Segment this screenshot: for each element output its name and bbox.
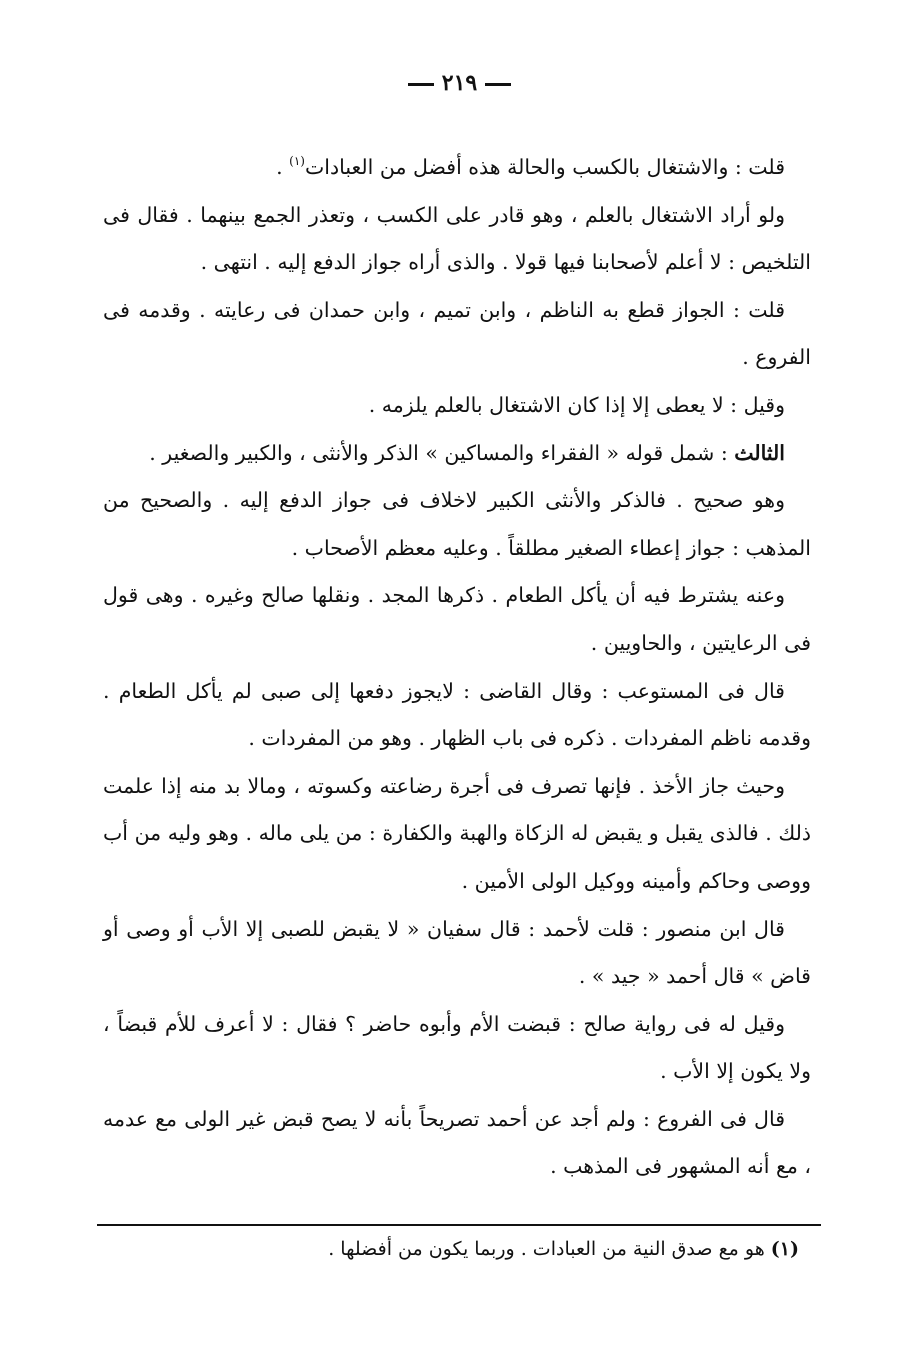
page-number-dash-left — [408, 83, 434, 86]
paragraph-1-tail: . — [276, 155, 290, 179]
paragraph-5-text: : شمل قوله « الفقراء والمساكين » الذكر والأنثى ، والكبير والصغير . — [149, 440, 735, 465]
paragraph-11: وقيل له فى رواية صالح : قبضت الأم وأبوه حاضر ؟ فقال : لا أعرف للأم قبضاً ، ولا يكون إلا الأب . — [103, 1011, 811, 1084]
paragraph-3: قلت : الجواز قطع به الناظم ، وابن تميم ، وابن حمدان فى رعايته . وقدمه فى الفروع . — [103, 297, 811, 370]
paragraph-9: وحيث جاز الأخذ . فإنها تصرف فى أجرة رضاعته وكسوته ، ومالا بد منه إذا علمت ذلك . فالذى يقبل و يقبض له الزكاة والهبة والكفارة : من يلى ماله . وهو وليه من أب ووصى وحاكم وأمينه ووكيل الولى الأمين . — [103, 773, 811, 893]
paragraph-2: ولو أراد الاشتغال بالعلم ، وهو قادر على الكسب ، وتعذر الجمع بينهما . فقال فى التلخيص : لا أعلم لأصحابنا فيها قولا . والذى أراه جواز الدفع إليه . انتهى . — [103, 202, 811, 275]
paragraph-8: قال فى المستوعب : وقال القاضى : لايجوز دفعها إلى صبى لم يأكل الطعام . وقدمه ناظم المفردات . ذكره فى باب الظهار . وهو من المفردات . — [103, 678, 811, 751]
page-number-dash-right — [485, 83, 511, 86]
page-number-value: ٢١٩ — [441, 70, 478, 96]
page-number — [0, 70, 919, 96]
paragraph-1-text: قلت : والاشتغال بالكسب والحالة هذه أفضل من العبادات — [304, 155, 785, 179]
footnote — [109, 1234, 799, 1264]
paragraph-4: وقيل : لا يعطى إلا إذا كان الاشتغال بالعلم يلزمه . — [368, 392, 785, 417]
footnote-reference: (١) — [289, 154, 305, 168]
main-text — [103, 138, 811, 1191]
paragraph-5 — [103, 430, 811, 478]
paragraph-10: قال ابن منصور : قلت لأحمد : قال سفيان « لا يقبض للصبى إلا الأب أو وصى أو قاض » قال أحمد « جيد » . — [103, 916, 811, 989]
paragraph-6: وهو صحيح . فالذكر والأنثى الكبير لاخلاف فى جواز الدفع إليه . والصحيح من المذهب : جواز إعطاء الصغير مطلقاً . وعليه معظم الأصحاب . — [103, 488, 811, 560]
footnote-mark: (١) — [770, 1238, 799, 1260]
paragraph-1 — [103, 138, 811, 192]
paragraph-12: قال فى الفروع : ولم أجد عن أحمد تصريحاً بأنه لا يصح قبض غير الولى مع عدمه ، مع أنه المشهور فى المذهب . — [103, 1106, 811, 1179]
footnote-text: هو مع صدق النية من العبادات . وربما يكون من أفضلها . — [328, 1238, 771, 1260]
section-lead-word: الثالث — [734, 440, 785, 465]
footnote-divider — [97, 1224, 821, 1226]
paragraph-7: وعنه يشترط فيه أن يأكل الطعام . ذكرها المجد . ونقلها صالح وغيره . وهى قول فى الرعايتين ، والحاويين . — [103, 583, 811, 655]
